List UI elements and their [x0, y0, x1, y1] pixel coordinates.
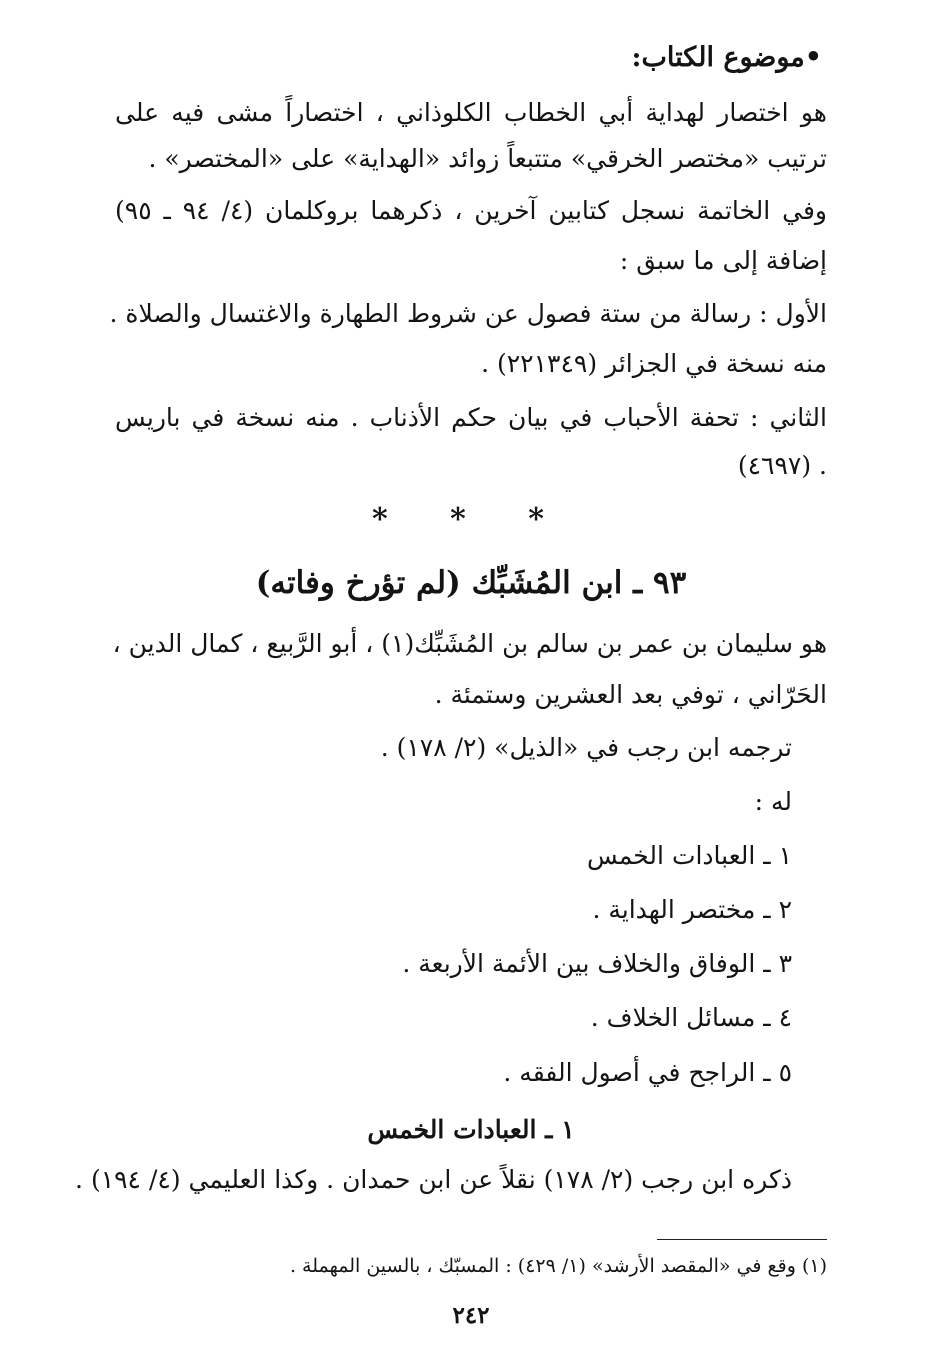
para4-line1: الثاني : تحفة الأحباب في بيان حكم الأذناب . منه نسخة في باريس [115, 403, 827, 432]
para2-line2: إضافة إلى ما سبق : [619, 246, 827, 275]
work-item: ٥ ـ الراجح في أصول الفقه . [503, 1058, 792, 1087]
sub-heading: ١ ـ العبادات الخمس [367, 1115, 575, 1144]
section-heading: •موضوع الكتاب: [631, 42, 822, 73]
work-item: ٤ ـ مسائل الخلاف . [590, 1003, 792, 1032]
section-separator: * * * [372, 502, 570, 537]
work-item: ١ ـ العبادات الخمس [586, 841, 792, 870]
para3-line1: الأول : رسالة من ستة فصول عن شروط الطهارة والاغتسال والصلاة . [109, 299, 827, 328]
bio-line2: الحَرّاني ، توفي بعد العشرين وستمئة . [434, 680, 827, 709]
works-intro: له : [754, 787, 792, 816]
work-item: ٢ ـ مختصر الهداية . [592, 895, 792, 924]
para1-line2: ترتيب «مختصر الخرقي» متتبعاً زوائد «الهداية» على «المختصر» . [148, 144, 827, 173]
translation-reference: ترجمه ابن رجب في «الذيل» (٢/ ١٧٨) . [380, 733, 792, 762]
work-item: ٣ ـ الوفاق والخلاف بين الأئمة الأربعة . [402, 949, 792, 978]
para2-line1: وفي الخاتمة نسجل كتابين آخرين ، ذكرهما بروكلمان (٤/ ٩٤ ـ ٩٥) [115, 196, 828, 225]
sub-text: ذكره ابن رجب (٢/ ١٧٨) نقلاً عن ابن حمدان . وكذا العليمي (٤/ ١٩٤) . [75, 1165, 792, 1194]
footnote-rule [657, 1239, 827, 1240]
para1-line1: هو اختصار لهداية أبي الخطاب الكلوذاني ، اختصاراً مشى فيه على [115, 98, 827, 127]
para4-line2: . (٤٦٩٧) [737, 451, 827, 480]
page-number: ٢٤٢ [452, 1302, 490, 1329]
footnote: (١) وقع في «المقصد الأرشد» (١/ ٤٢٩) : المسبّك ، بالسين المهملة . [289, 1255, 827, 1277]
para3-line2: منه نسخة في الجزائر (٢٢١٣٤٩) . [481, 349, 827, 378]
entry-title: ٩٣ ـ ابن المُشَبِّك (لم تؤرخ وفاته) [255, 565, 687, 601]
bio-line1: هو سليمان بن عمر بن سالم بن المُشَبِّك(١) ، أبو الرَّبيع ، كمال الدين ، [112, 629, 827, 658]
